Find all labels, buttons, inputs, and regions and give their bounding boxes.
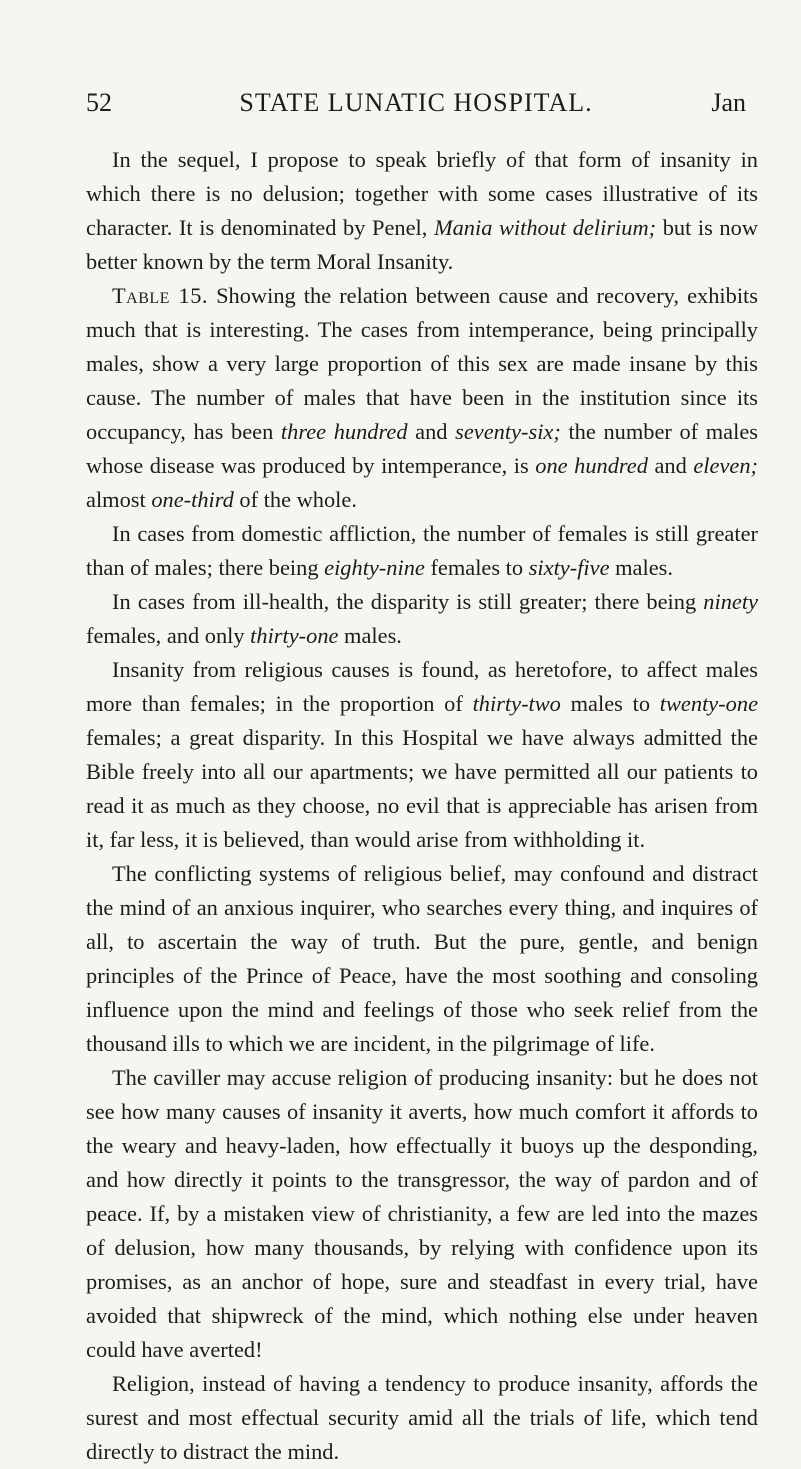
text-run: The conflicting systems of religious belief, may confound and distract the mind of an anxious inquirer, who searches every thing, and inquires of all, to ascertain the way of truth. But the pure, gentle, and benign principles of the Prince of Peace, have the most soothing and consoling influence upon the mind and feelings of those who seek relief from the thousand ills to which we are incident, in the pilgrimage of life. bbox=[86, 861, 758, 1056]
page-number: 52 bbox=[86, 88, 112, 117]
italic-text: thirty-two bbox=[472, 691, 561, 716]
text-run: Showing the relation between cause and recovery, exhibits much that is interesting. The cases from intemperance, being principally males, show a very large proportion of this sex are made insane by this cause. The number of males that have been in the institution since its occupancy, has been bbox=[86, 283, 758, 444]
italic-text: thirty-one bbox=[250, 623, 339, 648]
text-run: males to bbox=[560, 691, 660, 716]
text-run: Insanity from religious causes is found, as heretofore, to affect males more than females; in the proportion of bbox=[86, 657, 758, 716]
paragraph bbox=[86, 653, 758, 857]
paragraph bbox=[86, 143, 758, 279]
paragraph bbox=[86, 857, 758, 1061]
italic-text: one hundred bbox=[535, 453, 648, 478]
text-run: females, and only bbox=[86, 623, 251, 648]
text-run: males. bbox=[338, 623, 402, 648]
paragraph bbox=[86, 1367, 758, 1469]
text-run: almost bbox=[86, 487, 152, 512]
italic-text: seventy-six; bbox=[455, 419, 561, 444]
italic-text: eleven; bbox=[693, 453, 758, 478]
running-head-title: STATE LUNATIC HOSPITAL. bbox=[239, 88, 593, 117]
italic-text: three hundred bbox=[280, 419, 408, 444]
italic-text: one-third bbox=[151, 487, 234, 512]
text-run: In the sequel, I propose to speak briefly of that form of insanity in which there is no delusion; together with some cases illustrative of its character. It is denominated by Penel, bbox=[86, 147, 758, 240]
text-run: In cases from ill-health, the disparity is still greater; there being bbox=[112, 589, 704, 614]
paragraph bbox=[86, 279, 758, 517]
table-reference: Table 15. bbox=[112, 283, 209, 308]
italic-text: sixty-five bbox=[528, 555, 610, 580]
running-head-month: Jan bbox=[711, 88, 746, 117]
italic-text: ninety bbox=[703, 589, 758, 614]
text-run: and bbox=[647, 453, 694, 478]
text-run: females to bbox=[424, 555, 529, 580]
text-run: and bbox=[407, 419, 456, 444]
text-run: Religion, instead of having a tendency to produce insanity, affords the surest and most effectual security amid all the trials of life, which tend directly to distract the mind. bbox=[86, 1371, 758, 1464]
running-header bbox=[86, 88, 746, 128]
paragraph bbox=[86, 1061, 758, 1367]
italic-text: Mania without delirium; bbox=[433, 215, 657, 240]
text-run: but is now better known by the term Moral Insanity. bbox=[86, 215, 758, 274]
text-run: The caviller may accuse religion of producing insanity: but he does not see how many causes of insanity it averts, how much comfort it affords to the weary and heavy-laden, how effectually it buoys up the desponding, and how directly it points to the transgressor, the way of pardon and of peace. If, by a mistaken view of christianity, a few are led into the mazes of delusion, how many thousands, by relying with confidence upon its promises, as an anchor of hope, sure and steadfast in every trial, have avoided that shipwreck of the mind, which nothing else under heaven could have averted! bbox=[86, 1065, 758, 1362]
text-run: males. bbox=[609, 555, 673, 580]
paragraph bbox=[86, 517, 758, 585]
paragraph bbox=[86, 585, 758, 653]
italic-text: twenty-one bbox=[659, 691, 759, 716]
text-run: females; a great disparity. In this Hospital we have always admitted the Bible freely into all our apartments; we have permitted all our patients to read it as much as they choose, no evil that is appreciable has arisen from it, far less, it is believed, than would arise from withholding it. bbox=[86, 725, 758, 852]
italic-text: eighty-nine bbox=[324, 555, 425, 580]
body-text bbox=[86, 143, 758, 1469]
text-run: of the whole. bbox=[233, 487, 357, 512]
text-run: the number of males whose disease was produced by intemperance, is bbox=[86, 419, 758, 478]
text-run: In cases from domestic affliction, the number of females is still greater than of males; there being bbox=[86, 521, 758, 580]
